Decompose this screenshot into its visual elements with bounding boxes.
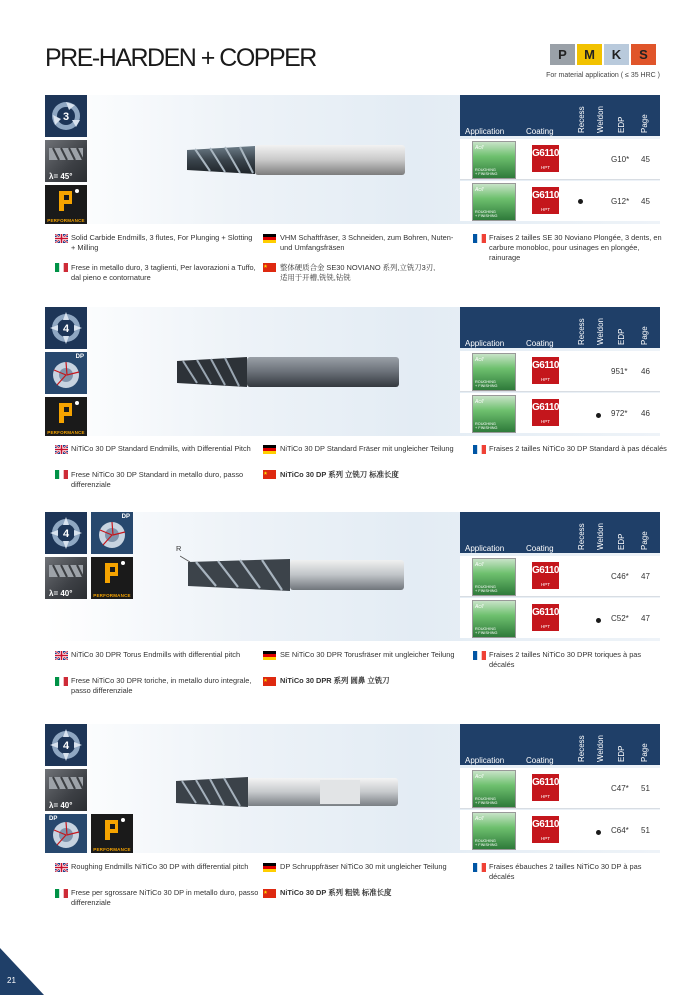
de-flag-icon [263, 863, 276, 872]
coating-g6110-icon: G6110 HPT [532, 816, 559, 843]
table-row [460, 810, 660, 850]
table-header: Application Coating Recess Weldon EDP Page [460, 512, 660, 553]
description-cn: NiTiCo 30 DP 系列 粗铣 标准长度 [280, 888, 392, 897]
uk-flag-icon [55, 863, 68, 872]
page-number: 21 [7, 976, 16, 985]
description-it: Frese per sgrossare NiTiCo 30 DP in metallo duro, passo differenziale [71, 888, 259, 907]
description-it: Frese NiTiCo 30 DPR toriche, in metallo duro integrale, passo differenziale [71, 676, 252, 695]
material-p-badge: P [550, 44, 575, 65]
edp-code: G10* [611, 155, 630, 164]
roughing-finishing-icon: Ac/l ROUGHING + FINISHING [472, 600, 516, 638]
weldon-dot [596, 618, 601, 623]
performance-badge-icon: PERFORMANCE [45, 397, 87, 436]
performance-badge-icon: PERFORMANCE [91, 814, 133, 853]
four-flute-icon [45, 307, 87, 349]
coating-g6110-icon: G6110 HPT [532, 399, 559, 426]
material-m-badge: M [577, 44, 602, 65]
dp-variable-pitch-icon: DP [91, 512, 133, 554]
helix-angle-icon: λ= 40° [45, 769, 87, 811]
edp-code: C46* [611, 572, 629, 581]
page-ref[interactable]: 46 [641, 409, 650, 418]
coating-g6110-icon: G6110 HPT [532, 774, 559, 801]
uk-flag-icon [55, 445, 68, 454]
edp-code: 951* [611, 367, 628, 376]
description-fr: Fraises 2 tailles NiTiCo 30 DPR toriques à pas décalés [489, 650, 642, 669]
page-ref[interactable]: 45 [641, 155, 650, 164]
radius-mark: R [176, 544, 182, 553]
coating-g6110-icon: G6110 HPT [532, 562, 559, 589]
helix-angle-label: λ= 45° [49, 172, 73, 181]
material-s-badge: S [631, 44, 656, 65]
edp-code: C47* [611, 784, 629, 793]
description-fr: Fraises 2 tailles SE 30 Noviano Plongée, 3 dents, en carbure monobloc, pour usinages en plongée, rainurage [489, 233, 662, 262]
application-header: Application [465, 127, 505, 136]
roughing-finishing-icon: Ac/l ROUGHING + FINISHING [472, 812, 516, 850]
fr-flag-icon [473, 234, 486, 243]
it-flag-icon [55, 677, 68, 686]
description-it: Frese NiTiCo 30 DP Standard in metallo duro, passo differenziale [71, 470, 244, 489]
page-ref[interactable]: 45 [641, 197, 650, 206]
table-row [460, 556, 660, 596]
page-ref[interactable]: 47 [641, 614, 650, 623]
description-en: Solid Carbide Endmills, 3 flutes, For Plunging + Slotting + Milling [71, 233, 253, 252]
performance-badge-icon: PERFORMANCE [91, 557, 133, 599]
coating-g6110-icon: G6110 HPT [532, 145, 559, 172]
table-header: Application Coating Recess Weldon EDP Page [460, 724, 660, 765]
cn-flag-icon [263, 470, 276, 479]
de-flag-icon [263, 234, 276, 243]
page-header: Page [640, 114, 649, 133]
endmill-image [180, 554, 408, 599]
page-ref[interactable]: 51 [641, 826, 650, 835]
description-cn: NiTiCo 30 DP 系列 立铣刀 标准长度 [280, 470, 399, 479]
performance-label: PERFORMANCE [47, 218, 85, 223]
description-en: Roughing Endmills NiTiCo 30 DP with differential pitch [71, 862, 249, 871]
it-flag-icon [55, 470, 68, 479]
svg-text:4: 4 [62, 323, 70, 335]
edp-code: C64* [611, 826, 629, 835]
table-row [460, 598, 660, 638]
helix-angle-icon: λ= 40° [45, 557, 87, 599]
roughing-finishing-icon: Ac/l ROUGHING + FINISHING [472, 141, 516, 179]
description-en: NiTiCo 30 DPR Torus Endmills with differential pitch [71, 650, 241, 659]
endmill-image [174, 774, 404, 815]
three-flute-icon [45, 95, 87, 137]
edp-code: C52* [611, 614, 629, 623]
description-en: NiTiCo 30 DP Standard Endmills, with Differential Pitch [71, 444, 251, 453]
svg-text:4: 4 [62, 740, 70, 752]
description-de: DP Schruppfräser NiTiCo 30 mit ungleicher Teilung [280, 862, 447, 871]
coating-g6110-icon: G6110 HPT [532, 187, 559, 214]
roughing-finishing-icon: Ac/l ROUGHING + FINISHING [472, 183, 516, 221]
dp-variable-pitch-icon: DP [45, 352, 87, 394]
endmill-image [185, 140, 410, 185]
four-flute-icon [45, 512, 87, 554]
it-flag-icon [55, 263, 68, 272]
dp-variable-pitch-icon: DP [45, 814, 87, 853]
roughing-finishing-icon: Ac/l ROUGHING + FINISHING [472, 770, 516, 808]
weldon-dot [596, 830, 601, 835]
roughing-finishing-icon: Ac/l ROUGHING + FINISHING [472, 353, 516, 391]
description-cn: 整体硬质合金 SE30 NOVIANO 系列,立铣刀3刃, 适用于开槽,铣铣,钻铣 [280, 263, 436, 282]
fr-flag-icon [473, 863, 486, 872]
edp-code: G12* [611, 197, 630, 206]
description-cn: NiTiCo 30 DPR 系列 圆鼻 立铣刀 [280, 676, 390, 685]
description-it: Frese in metallo duro, 3 taglienti, Per lavorazioni a Tuffo, dal pieno e contornature [71, 263, 256, 282]
description-de: SE NiTiCo 30 DPR Torusfräser mit ungleicher Teilung [280, 650, 455, 659]
page-ref[interactable]: 51 [641, 784, 650, 793]
material-note: For material application ( ≤ 35 HRC ) [546, 72, 660, 79]
de-flag-icon [263, 445, 276, 454]
description-fr: Fraises ébauches 2 tailles NiTiCo 30 DP à pas décalés [489, 862, 642, 881]
edp-code: 972* [611, 409, 628, 418]
description-fr: Fraises 2 tailles NiTiCo 30 DP Standard à pas décalés [489, 444, 667, 453]
uk-flag-icon [55, 651, 68, 660]
cn-flag-icon [263, 263, 276, 272]
description-de: VHM Schaftfräser, 3 Schneiden, zum Bohren, Nuten- und Umfangsfräsen [280, 233, 454, 252]
coating-g6110-icon: G6110 HPT [532, 604, 559, 631]
four-flute-icon [45, 724, 87, 766]
page-title: PRE-HARDEN + COPPER [45, 44, 316, 72]
endmill-image [175, 353, 405, 396]
performance-badge-icon [45, 185, 87, 224]
table-row [460, 393, 660, 433]
recess-dot [578, 199, 583, 204]
cn-flag-icon [263, 677, 276, 686]
svg-text:3: 3 [62, 111, 70, 123]
description-de: NiTiCo 30 DP Standard Fräser mit ungleicher Teilung [280, 444, 454, 453]
edp-header: EDP [617, 116, 626, 133]
svg-text:4: 4 [62, 528, 70, 540]
material-group-badges [550, 44, 658, 65]
table-row [460, 768, 660, 808]
table-row [460, 351, 660, 391]
table-header: Application Coating Recess Weldon EDP Page [460, 307, 660, 348]
roughing-finishing-icon: Ac/l ROUGHING + FINISHING [472, 558, 516, 596]
table-row [460, 181, 660, 221]
page-ref[interactable]: 46 [641, 367, 650, 376]
uk-flag-icon [55, 234, 68, 243]
recess-header: Recess [577, 106, 586, 133]
roughing-finishing-icon: Ac/l ROUGHING + FINISHING [472, 395, 516, 433]
coating-g6110-icon: G6110 HPT [532, 357, 559, 384]
it-flag-icon [55, 889, 68, 898]
de-flag-icon [263, 651, 276, 660]
table-row [460, 139, 660, 179]
helix-angle-icon [45, 140, 87, 182]
material-k-badge: K [604, 44, 629, 65]
fr-flag-icon [473, 445, 486, 454]
fr-flag-icon [473, 651, 486, 660]
weldon-dot [596, 413, 601, 418]
table-header [460, 95, 660, 136]
weldon-header: Weldon [596, 106, 605, 133]
cn-flag-icon [263, 889, 276, 898]
coating-header: Coating [526, 127, 554, 136]
page-corner [0, 948, 44, 995]
page-ref[interactable]: 47 [641, 572, 650, 581]
